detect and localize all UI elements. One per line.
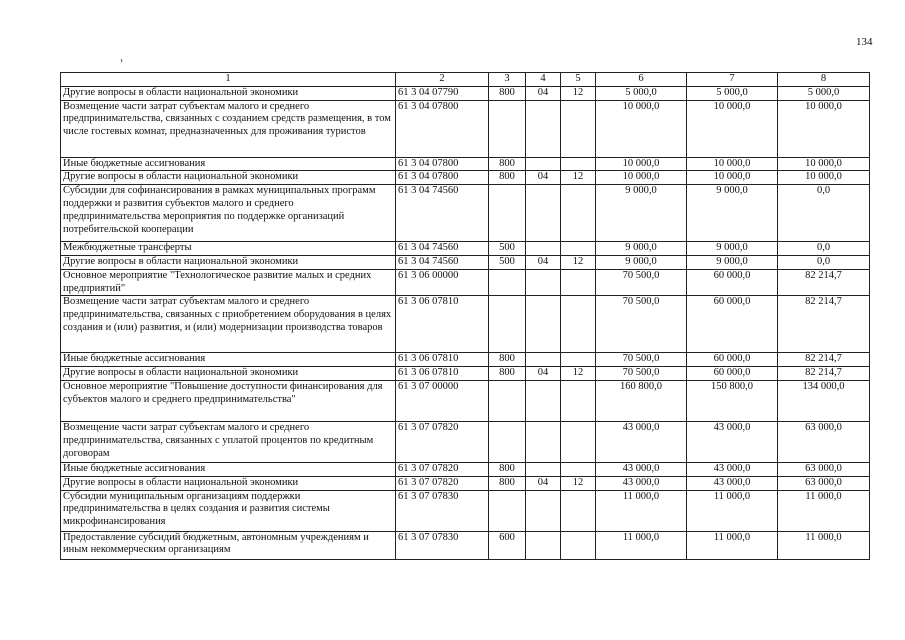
page-number: 134 [856,36,873,48]
cell-subsection [561,462,596,476]
cell-amount-year1: 11 000,0 [596,531,687,559]
cell-section: 04 [526,86,561,100]
cell-section [526,100,561,157]
cell-amount-year3: 82 214,7 [778,269,870,296]
cell-type [489,490,526,531]
cell-code: 61 3 07 07830 [396,490,489,531]
cell-amount-year3: 11 000,0 [778,490,870,531]
cell-name: Другие вопросы в области национальной экономики [61,86,396,100]
cell-subsection: 12 [561,86,596,100]
cell-subsection [561,296,596,353]
cell-subsection: 12 [561,255,596,269]
cell-name: Предоставление субсидий бюджетным, автономным учреждениям и иным некоммерческим организациям [61,531,396,559]
cell-section [526,531,561,559]
cell-type [489,296,526,353]
cell-amount-year3: 134 000,0 [778,380,870,421]
cell-amount-year2: 150 800,0 [687,380,778,421]
table-row [61,171,870,185]
table-header-row [61,73,870,87]
column-number-8: 8 [778,73,870,87]
table-row [61,367,870,381]
table-row [61,269,870,296]
cell-amount-year2: 9 000,0 [687,242,778,256]
column-number-7: 7 [687,73,778,87]
cell-subsection [561,100,596,157]
cell-amount-year2: 60 000,0 [687,367,778,381]
cell-amount-year2: 5 000,0 [687,86,778,100]
cell-subsection: 12 [561,367,596,381]
cell-amount-year3: 82 214,7 [778,353,870,367]
cell-section [526,462,561,476]
cell-name: Межбюджетные трансферты [61,242,396,256]
cell-amount-year3: 0,0 [778,242,870,256]
cell-subsection [561,185,596,242]
cell-amount-year1: 70 500,0 [596,353,687,367]
cell-section [526,269,561,296]
column-number-1: 1 [61,73,396,87]
cell-type: 800 [489,476,526,490]
cell-amount-year1: 9 000,0 [596,185,687,242]
cell-type: 800 [489,367,526,381]
cell-amount-year3: 10 000,0 [778,157,870,171]
cell-subsection [561,353,596,367]
scan-mark: › [120,55,123,65]
cell-section [526,242,561,256]
cell-amount-year3: 10 000,0 [778,171,870,185]
column-number-5: 5 [561,73,596,87]
cell-amount-year1: 9 000,0 [596,255,687,269]
cell-section [526,421,561,462]
cell-name: Основное мероприятие "Технологическое развитие малых и средних предприятий" [61,269,396,296]
table-row [61,255,870,269]
cell-type [489,269,526,296]
column-number-6: 6 [596,73,687,87]
cell-amount-year1: 43 000,0 [596,462,687,476]
table-row [61,380,870,421]
cell-amount-year2: 11 000,0 [687,490,778,531]
cell-subsection [561,531,596,559]
cell-amount-year2: 9 000,0 [687,255,778,269]
table-row [61,353,870,367]
cell-name: Другие вопросы в области национальной экономики [61,255,396,269]
cell-type [489,100,526,157]
cell-name: Основное мероприятие "Повышение доступности финансирования для субъектов малого и среднего предпринимательства" [61,380,396,421]
table-row [61,476,870,490]
cell-amount-year2: 60 000,0 [687,353,778,367]
table-row [61,157,870,171]
cell-type: 500 [489,255,526,269]
cell-amount-year1: 70 500,0 [596,269,687,296]
cell-name: Другие вопросы в области национальной экономики [61,171,396,185]
cell-amount-year1: 70 500,0 [596,367,687,381]
cell-name: Иные бюджетные ассигнования [61,353,396,367]
cell-name: Другие вопросы в области национальной экономики [61,367,396,381]
cell-section: 04 [526,255,561,269]
cell-code: 61 3 04 07800 [396,157,489,171]
cell-code: 61 3 06 00000 [396,269,489,296]
cell-amount-year2: 60 000,0 [687,296,778,353]
table-row [61,462,870,476]
cell-amount-year1: 160 800,0 [596,380,687,421]
cell-type: 800 [489,353,526,367]
cell-amount-year3: 0,0 [778,185,870,242]
cell-amount-year1: 70 500,0 [596,296,687,353]
cell-section [526,490,561,531]
cell-amount-year1: 43 000,0 [596,476,687,490]
table-row [61,490,870,531]
cell-code: 61 3 06 07810 [396,296,489,353]
cell-subsection [561,490,596,531]
column-number-3: 3 [489,73,526,87]
cell-subsection [561,157,596,171]
cell-code: 61 3 04 07800 [396,171,489,185]
cell-amount-year3: 63 000,0 [778,462,870,476]
cell-code: 61 3 07 07830 [396,531,489,559]
cell-subsection [561,421,596,462]
cell-subsection: 12 [561,171,596,185]
cell-section [526,157,561,171]
cell-amount-year3: 82 214,7 [778,296,870,353]
cell-subsection: 12 [561,476,596,490]
cell-amount-year2: 43 000,0 [687,476,778,490]
cell-amount-year2: 11 000,0 [687,531,778,559]
cell-amount-year3: 63 000,0 [778,421,870,462]
cell-code: 61 3 06 07810 [396,353,489,367]
cell-amount-year1: 9 000,0 [596,242,687,256]
column-number-4: 4 [526,73,561,87]
cell-amount-year3: 0,0 [778,255,870,269]
cell-section [526,296,561,353]
cell-type [489,421,526,462]
cell-section: 04 [526,476,561,490]
cell-subsection [561,242,596,256]
cell-type: 800 [489,462,526,476]
cell-code: 61 3 04 74560 [396,255,489,269]
cell-name: Иные бюджетные ассигнования [61,157,396,171]
cell-code: 61 3 04 07790 [396,86,489,100]
cell-code: 61 3 06 07810 [396,367,489,381]
cell-section [526,353,561,367]
cell-amount-year2: 10 000,0 [687,157,778,171]
cell-amount-year2: 10 000,0 [687,100,778,157]
cell-section [526,185,561,242]
cell-type: 800 [489,157,526,171]
cell-section: 04 [526,171,561,185]
cell-type: 800 [489,86,526,100]
cell-amount-year2: 43 000,0 [687,462,778,476]
table-row [61,100,870,157]
table-row [61,242,870,256]
cell-amount-year1: 10 000,0 [596,171,687,185]
column-number-2: 2 [396,73,489,87]
cell-amount-year2: 60 000,0 [687,269,778,296]
cell-amount-year1: 43 000,0 [596,421,687,462]
table-row [61,86,870,100]
cell-amount-year2: 43 000,0 [687,421,778,462]
cell-code: 61 3 07 07820 [396,421,489,462]
cell-amount-year1: 10 000,0 [596,100,687,157]
table-row [61,296,870,353]
cell-type: 500 [489,242,526,256]
cell-amount-year2: 9 000,0 [687,185,778,242]
cell-type: 800 [489,171,526,185]
cell-code: 61 3 07 07820 [396,476,489,490]
cell-name: Иные бюджетные ассигнования [61,462,396,476]
cell-name: Субсидии муниципальным организациям поддержки предпринимательства в целях создания и развития системы микрофинансирования [61,490,396,531]
cell-amount-year1: 11 000,0 [596,490,687,531]
cell-type: 600 [489,531,526,559]
cell-amount-year2: 10 000,0 [687,171,778,185]
cell-type [489,380,526,421]
cell-amount-year3: 11 000,0 [778,531,870,559]
cell-type [489,185,526,242]
cell-name: Возмещение части затрат субъектам малого и среднего предпринимательства, связанных с уплатой процентов по кредитным договорам [61,421,396,462]
cell-amount-year3: 5 000,0 [778,86,870,100]
cell-subsection [561,269,596,296]
cell-subsection [561,380,596,421]
cell-amount-year3: 82 214,7 [778,367,870,381]
cell-section [526,380,561,421]
cell-code: 61 3 07 00000 [396,380,489,421]
cell-section: 04 [526,367,561,381]
table-row [61,421,870,462]
cell-code: 61 3 07 07820 [396,462,489,476]
table-row [61,185,870,242]
cell-amount-year3: 63 000,0 [778,476,870,490]
cell-name: Субсидии для софинансирования в рамках муниципальных программ поддержки и развития субъектов малого и среднего предпринимательства мероприятия по поддержке организаций потребительской кооперации [61,185,396,242]
cell-code: 61 3 04 74560 [396,242,489,256]
cell-amount-year3: 10 000,0 [778,100,870,157]
cell-amount-year1: 10 000,0 [596,157,687,171]
cell-code: 61 3 04 74560 [396,185,489,242]
cell-name: Возмещение части затрат субъектам малого и среднего предпринимательства, связанных с созданием средств размещения, в том числе гостевых комнат, предназначенных для проживания туристов [61,100,396,157]
table-row [61,531,870,559]
cell-name: Другие вопросы в области национальной экономики [61,476,396,490]
cell-amount-year1: 5 000,0 [596,86,687,100]
cell-code: 61 3 04 07800 [396,100,489,157]
cell-name: Возмещение части затрат субъектам малого и среднего предпринимательства, связанных с приобретением оборудования в целях создания и (или) развития, и (или) модернизации производства товаров [61,296,396,353]
budget-table [60,72,870,560]
